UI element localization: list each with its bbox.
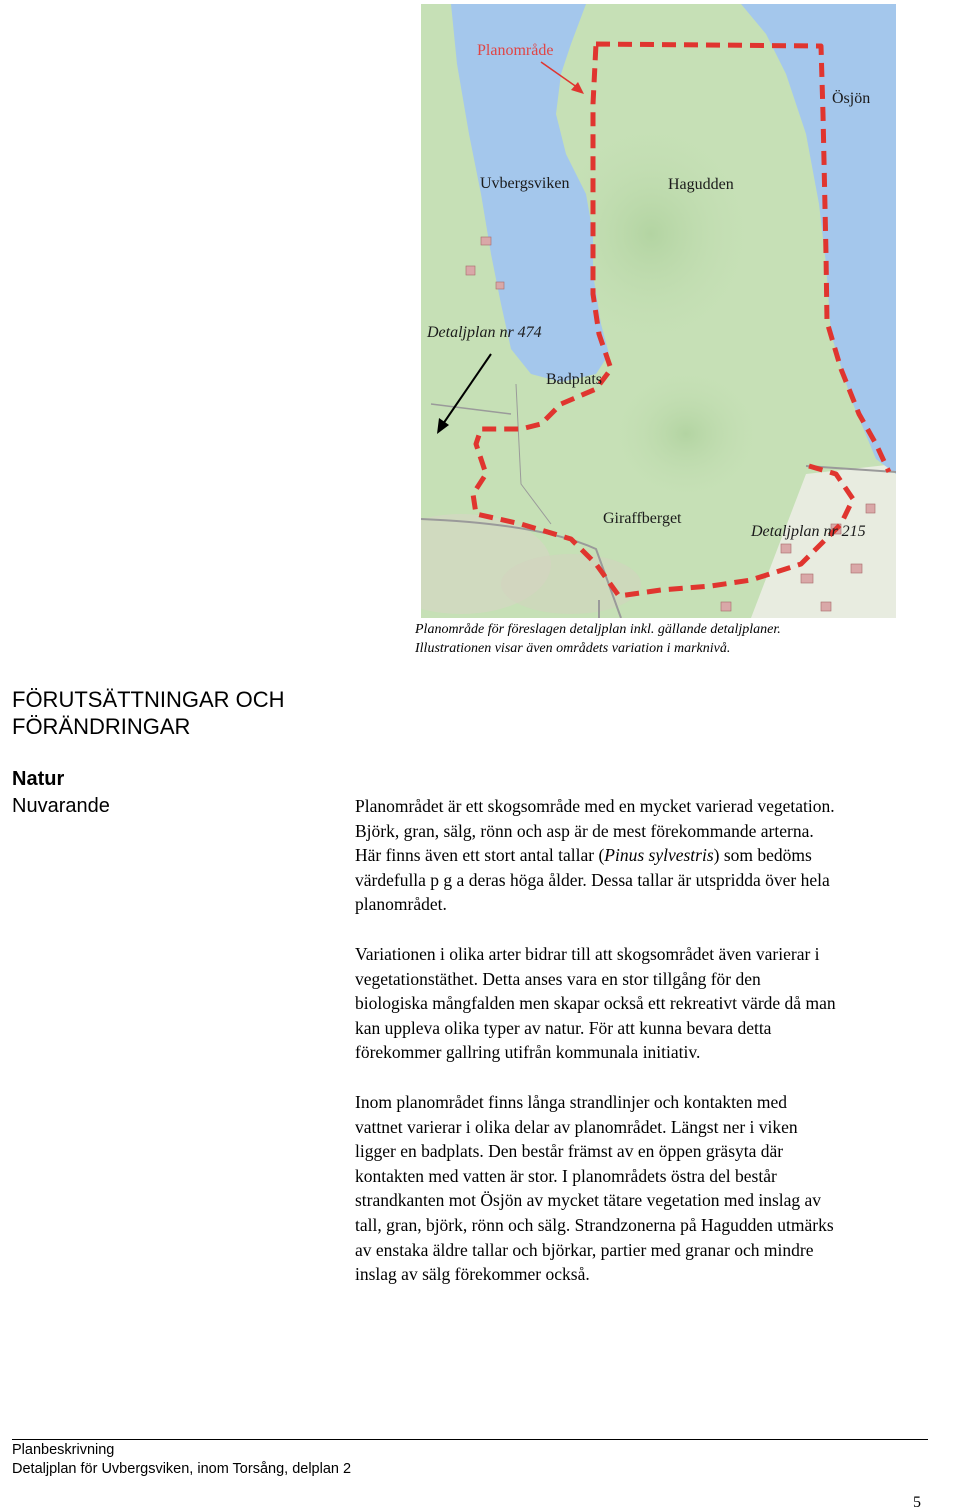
paragraph-line: Variationen i olika arter bidrar till att skogsområdet även varierar i	[355, 944, 820, 964]
footer-doc-title: Detaljplan för Uvbergsviken, inom Torsång, delplan 2	[12, 1461, 352, 1477]
text-run: Här finns även ett stort antal tallar (	[355, 845, 605, 866]
paragraph-line	[355, 843, 960, 868]
paragraph-line: Planområdet är ett skogsområde med en mycket varierad vegetation.	[355, 796, 835, 816]
footer-doc-type: Planbeskrivning	[12, 1442, 115, 1458]
section-heading-line: FÖRÄNDRINGAR	[12, 714, 191, 739]
building	[851, 564, 862, 573]
caption-line: Planområde för föreslagen detaljplan inkl. gällande detaljplaner.	[415, 622, 781, 637]
paragraph-line: kan uppleva olika typer av natur. För att kunna bevara detta	[355, 1017, 772, 1038]
paragraph-3	[355, 1090, 960, 1287]
map-caption	[415, 620, 935, 658]
page-number: 5	[913, 1494, 921, 1511]
building	[801, 574, 813, 583]
building	[466, 266, 475, 275]
building	[496, 282, 504, 289]
paragraph-line: förekommer gallring utifrån kommunala initiativ.	[355, 1042, 701, 1063]
paragraph-1	[355, 794, 960, 917]
paragraph-line: Björk, gran, sälg, rönn och asp är de mest förekommande arterna.	[355, 820, 814, 841]
paragraph-line: inslag av sälg förekommer också.	[355, 1264, 590, 1285]
building	[481, 237, 491, 245]
paragraph-line: kontakten med vatten är stor. I planområdets östra del består	[355, 1165, 777, 1186]
subheading-nuvarande: Nuvarande	[12, 795, 110, 817]
building	[781, 544, 791, 553]
paragraph-line: ligger en badplats. Den består främst av en öppen gräsyta där	[355, 1141, 784, 1162]
map-label-uvbergsviken: Uvbergsviken	[480, 175, 570, 192]
building	[821, 602, 831, 611]
map-label-badplats: Badplats	[546, 371, 602, 388]
map-label-detaljplan-474: Detaljplan nr 474	[427, 324, 542, 341]
terrain-shade	[606, 364, 766, 504]
paragraph-line: värdefulla p g a deras höga ålder. Dessa tallar är utspridda över hela	[355, 869, 830, 890]
section-heading	[12, 686, 285, 740]
section-heading-line: FÖRUTSÄTTNINGAR OCH	[12, 687, 285, 712]
text-run: ) som bedöms	[713, 845, 812, 866]
building	[866, 504, 875, 513]
latin-name: Pinus sylvestris	[604, 845, 714, 866]
map-label-giraffberget: Giraffberget	[603, 510, 682, 527]
caption-line: Illustrationen visar även områdets variation i marknivå.	[415, 641, 731, 656]
subheading-natur: Natur	[12, 768, 65, 790]
paragraph-line: planområdet.	[355, 894, 447, 915]
paragraph-line: vattnet varierar i olika delar av planområdet. Längst ner i viken	[355, 1116, 798, 1137]
plan-map	[421, 4, 896, 618]
terrain-shade	[501, 554, 641, 614]
paragraph-line: biologiska mångfalden men skapar också ett rekreativt värde då man	[355, 993, 836, 1014]
map-label-hagudden: Hagudden	[668, 176, 734, 193]
building	[721, 602, 731, 611]
map-label-detaljplan-215: Detaljplan nr 215	[751, 523, 866, 540]
footer-divider	[12, 1439, 928, 1440]
paragraph-2	[355, 942, 960, 1065]
map-label-osjon: Ösjön	[832, 90, 871, 107]
paragraph-line: av enstaka äldre tallar och björkar, partier med granar och mindre	[355, 1239, 814, 1260]
paragraph-line: strandkanten mot Ösjön av mycket tätare vegetation med inslag av	[355, 1190, 822, 1211]
page-footer	[12, 1441, 351, 1479]
paragraph-line: Inom planområdet finns långa strandlinjer och kontakten med	[355, 1092, 788, 1112]
map-label-planomrade: Planområde	[477, 42, 554, 59]
paragraph-line: vegetationstäthet. Detta anses vara en stor tillgång för den	[355, 968, 761, 989]
paragraph-line: tall, gran, björk, rönn och sälg. Strandzonerna på Hagudden utmärks	[355, 1214, 834, 1235]
